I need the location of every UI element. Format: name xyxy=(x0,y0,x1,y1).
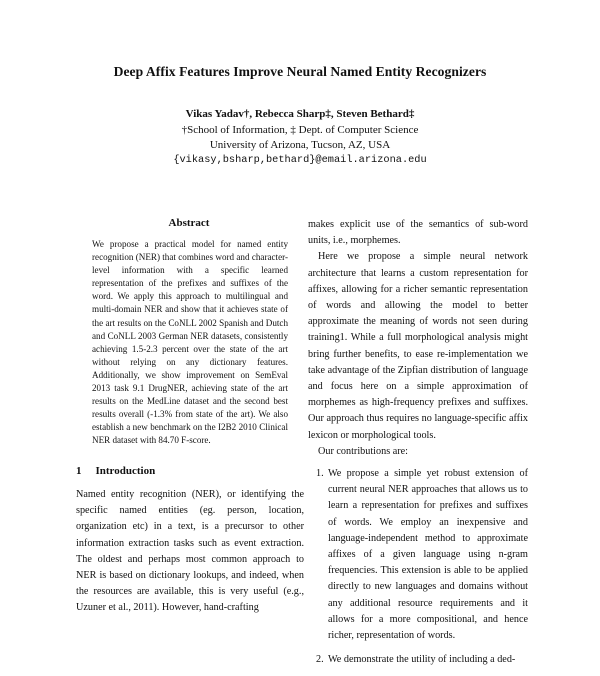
abstract-text: We propose a practical model for named entity recognition (NER) that combines word and character-level information with a specific learned representation of the prefixes and suffixes of the word. We apply this approach to multilingual and multi-domain NER and show that it achieves state of the art results on the CoNLL 2002 Spanish and Dutch and CoNLL 2003 German NER datasets, consistently achieving 1.5-2.3 percent over the state of the art without relying on any dictionary features. Additionally, we show improvement on SemEval 2013 task 9.1 DrugNER, achieving state of the art results on the MedLine dataset and the second best results overall (-1.3% from state of the art). We also establish a new benchmark on the I2B2 2010 Clinical NER dataset with 84.70 F-score. xyxy=(92,239,288,446)
contributions-intro: Our contributions are: xyxy=(318,445,408,457)
affiliation-line-2: University of Arizona, Tucson, AZ, USA xyxy=(209,139,391,151)
paragraph-morphemes: makes explicit use of the semantics of sub-word units, i.e., morphemes. xyxy=(308,219,528,247)
introduction-text: Named entity recognition (NER), or identifying the specific named entities (eg. person, location, organization etc) in a text, is a precursor to other information extraction tasks such as event extraction. The oldest and perhaps most common approach to NER is based on dictionary lookups, and indeed, when the resources are available, this is very useful (e.g., Uzuner et al., 2011). However, hand-crafting xyxy=(76,489,304,614)
list-item-number: 1. xyxy=(316,468,324,480)
list-item-number: 2. xyxy=(316,654,324,666)
author-list: Vikas Yadav†, Rebecca Sharp‡, Steven Bethard‡ xyxy=(185,108,415,120)
paper-title: Deep Affix Features Improve Neural Named Entity Recognizers xyxy=(113,64,487,79)
affiliation-line-1: †School of Information, ‡ Dept. of Computer Science xyxy=(181,124,419,136)
paragraph-proposal: Here we propose a simple neural network architecture that learns a custom representation for affixes, allowing for a richer semantic representation of words and allowing the model to better approximate the meaning of words not seen during training1. While a full morphological analysis might bring further benefits, to ease re-implementation we take advantage of the Zipfian distribution of language and focus here on a simple approximation of morphemes as high-frequency prefixes and suffixes. Our approach thus requires no language-specific affix lexicon or morphological tools. xyxy=(308,251,528,441)
list-item xyxy=(308,652,528,668)
list-item-text: We propose a simple yet robust extension of current neural NER approaches that allows us to learn a representation for prefixes and suffixes of words. We employ an inexpensive and language-independent method to approximate affixes of a given language using n-gram frequencies. This extension is able to be applied directly to new languages and domains without any additional resource requirements and it allows for a more compositional, and hence richer, representation of words. xyxy=(328,468,528,642)
author-emails: {vikasy,bsharp,bethard}@email.arizona.edu xyxy=(173,154,427,166)
list-item-text: We demonstrate the utility of including a ded- xyxy=(328,654,516,666)
section-title: Introduction xyxy=(95,465,156,477)
list-item xyxy=(308,466,528,644)
abstract-heading: Abstract xyxy=(168,217,210,229)
right-column xyxy=(308,217,528,676)
section-heading-introduction xyxy=(76,465,169,477)
contributions-list xyxy=(308,466,528,668)
section-number: 1 xyxy=(76,465,82,477)
